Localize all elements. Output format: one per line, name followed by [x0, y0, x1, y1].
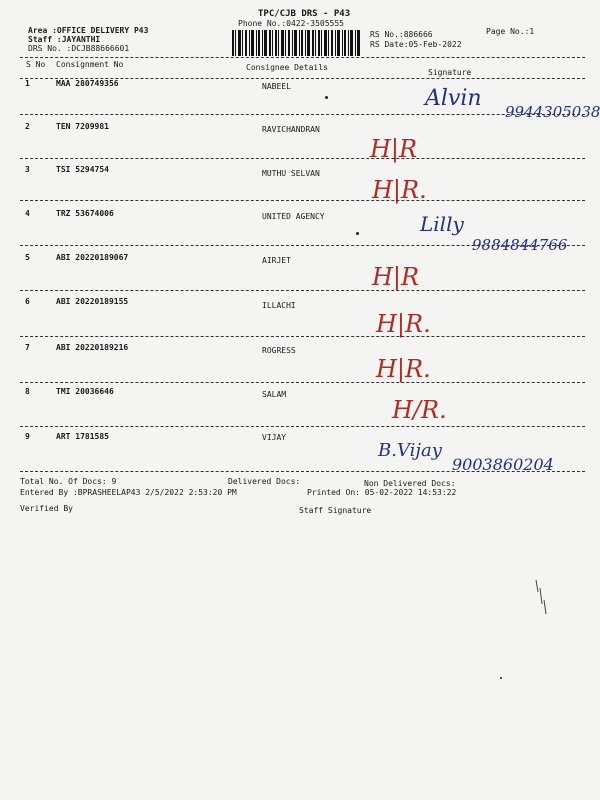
- sheet-title: TPC/CJB DRS - P43: [258, 9, 351, 19]
- row-signature: H|R.: [376, 310, 431, 338]
- drs-number: DRS No. :DCJB88666601: [28, 44, 130, 53]
- row-consignee: AIRJET: [262, 256, 291, 265]
- row-consignee: ILLACHI: [262, 301, 296, 310]
- row-sno: 9: [25, 432, 30, 441]
- printed-on: Printed On: 05-02-2022 14:53:22: [307, 488, 457, 497]
- row-consignee: SALAM: [262, 390, 287, 399]
- row-divider: [20, 158, 585, 159]
- ink-dot: [325, 96, 328, 99]
- col-consignment: Consignment No: [56, 60, 124, 69]
- row-divider: [20, 200, 585, 201]
- non-delivered-docs: Non Delivered Docs:: [364, 479, 456, 488]
- row-signature: Lilly: [420, 212, 464, 236]
- row-signature: H|R.: [372, 176, 427, 204]
- row-divider: [20, 471, 585, 472]
- col-sno: S No: [26, 60, 46, 69]
- row-consignment: MAA 280749356: [56, 79, 119, 88]
- verified-by-label: Verified By: [20, 504, 73, 513]
- row-sno: 6: [25, 297, 30, 306]
- scan-speck: [500, 677, 502, 679]
- row-divider: [20, 245, 585, 246]
- barcode-image: [232, 30, 360, 56]
- col-signature: Signature: [428, 68, 472, 77]
- row-consignment: TMI 20036646: [56, 387, 114, 396]
- row-consignee: MUTHU SELVAN: [262, 169, 320, 178]
- row-phone: 9884844766: [472, 236, 568, 254]
- entered-by: Entered By :BPRASHEELAP43 2/5/2022 2:53:20 PM: [20, 488, 237, 497]
- row-signature: H|R: [370, 135, 418, 163]
- row-phone: 9944305038: [505, 103, 600, 121]
- row-consignee: VIJAY: [262, 433, 287, 442]
- total-docs: Total No. Of Docs: 9: [20, 477, 117, 486]
- col-consignee: Consignee Details: [246, 63, 328, 72]
- row-sno: 7: [25, 343, 30, 352]
- row-sno: 4: [25, 209, 30, 218]
- row-signature: H/R.: [392, 396, 447, 424]
- area-label: Area :OFFICE DELIVERY P43: [28, 26, 149, 35]
- row-consignment: ABI 20220189067: [56, 253, 129, 262]
- row-signature: H|R: [372, 263, 420, 291]
- row-sno: 5: [25, 253, 30, 262]
- scan-mark-icon: [526, 578, 556, 618]
- row-consignment: TRZ 53674006: [56, 209, 114, 218]
- row-consignment: TSI 5294754: [56, 165, 109, 174]
- row-consignee: UNITED AGENCY: [262, 212, 325, 221]
- row-consignment: ART 1781585: [56, 432, 109, 441]
- row-divider: [20, 382, 585, 383]
- row-divider: [20, 290, 585, 291]
- staff-label: Staff :JAYANTHI: [28, 35, 101, 44]
- row-consignment: ABI 20220189216: [56, 343, 129, 352]
- staff-signature-label: Staff Signature: [299, 506, 372, 515]
- row-consignment: ABI 20220189155: [56, 297, 129, 306]
- row-signature: H|R.: [376, 355, 431, 383]
- page-number: Page No.:1: [486, 27, 535, 36]
- phone-number: Phone No.:0422-3505555: [238, 19, 344, 28]
- row-consignee: NABEEL: [262, 82, 291, 91]
- row-phone: 9003860204: [452, 455, 554, 474]
- row-signature: Alvin: [425, 86, 482, 111]
- row-consignee: RAVICHANDRAN: [262, 125, 320, 134]
- row-consignee: ROGRESS: [262, 346, 296, 355]
- row-signature: B.Vijay: [378, 440, 442, 461]
- row-sno: 2: [25, 122, 30, 131]
- header-divider: [20, 57, 585, 58]
- ink-dot: [356, 232, 359, 235]
- row-sno: 1: [25, 79, 30, 88]
- row-sno: 3: [25, 165, 30, 174]
- row-sno: 8: [25, 387, 30, 396]
- row-divider: [20, 114, 585, 115]
- row-divider: [20, 336, 585, 337]
- rs-number: RS No.:886666: [370, 30, 433, 39]
- delivered-docs: Delivered Docs:: [228, 477, 301, 486]
- rs-date: RS Date:05-Feb-2022: [370, 40, 462, 49]
- row-divider: [20, 426, 585, 427]
- row-consignment: TEN 7209981: [56, 122, 109, 131]
